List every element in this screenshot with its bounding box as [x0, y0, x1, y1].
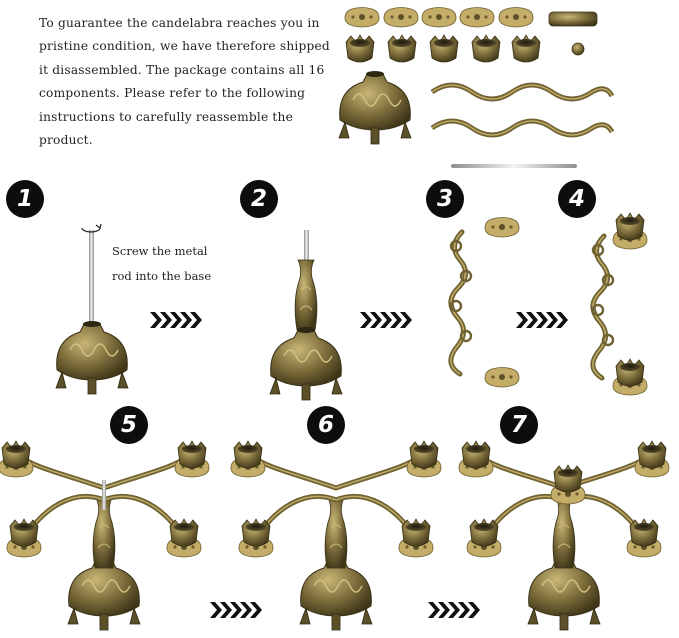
step-5-badge: 5: [110, 406, 148, 444]
step-4-badge: 4: [558, 180, 596, 218]
step-5-illustration: [0, 441, 209, 630]
step-2-badge: 2: [240, 180, 278, 218]
step-3-illustration: [451, 218, 519, 388]
chevron-arrows-icon: [516, 312, 568, 328]
step-2-illustration: [270, 230, 342, 400]
step-1-badge: 1: [6, 180, 44, 218]
chevron-arrows-icon: [150, 312, 202, 328]
chevron-arrows-icon: [360, 312, 412, 328]
step-6-badge: 6: [307, 406, 345, 444]
step-6-illustration: [231, 441, 441, 630]
step-7-illustration: [459, 441, 669, 630]
step-1-caption: Screw the metal rod into the base: [112, 244, 212, 283]
parts-connector: [549, 12, 597, 26]
parts-rod: [451, 164, 577, 168]
step-4-illustration: [593, 213, 647, 395]
parts-bobeches: [345, 8, 533, 28]
parts-arms: [432, 85, 612, 135]
step-7-badge: 7: [500, 406, 538, 444]
chevron-arrows-icon: [210, 602, 262, 618]
parts-cups: [346, 35, 540, 62]
intro-text: To guarantee the candelabra reaches you in pristine condition, we have therefore shipped it disassembled. The package contains all 16 components. Please refer to the following instructions to carefully reassemble the product.: [39, 16, 330, 148]
parts-base: [339, 71, 411, 144]
chevron-arrows-icon: [428, 602, 480, 618]
parts-nut: [572, 43, 584, 55]
step-3-badge: 3: [426, 180, 464, 218]
